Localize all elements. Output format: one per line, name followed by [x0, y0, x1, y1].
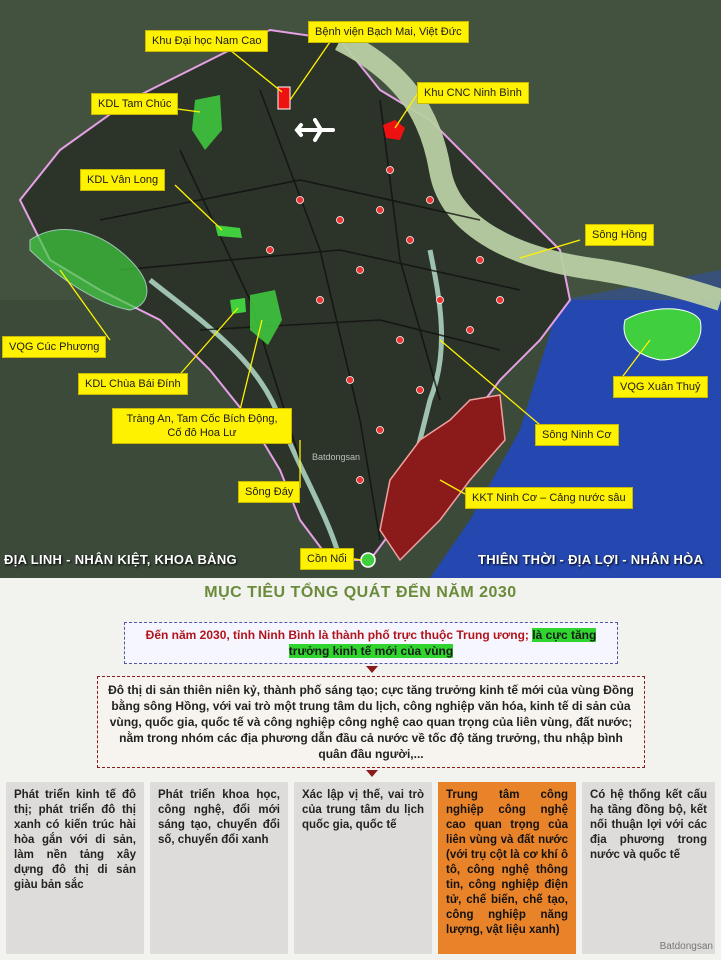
- goal-main-box: [124, 622, 618, 664]
- label-cnc-ninh-binh: Khu CNC Ninh Bình: [417, 82, 529, 104]
- label-bach-mai: Bệnh viện Bạch Mai, Việt Đức: [308, 21, 469, 43]
- arrow-down-icon: [366, 770, 378, 777]
- label-kkt-ninh-co: KKT Ninh Cơ – Cảng nước sâu: [465, 487, 633, 509]
- goals-section: [0, 578, 721, 960]
- goal-main-text: Đến năm 2030, tỉnh Ninh Bình là thành phố trực thuộc Trung ương;: [145, 628, 529, 642]
- label-song-hong: Sông Hồng: [585, 224, 654, 246]
- label-xuan-thuy: VQG Xuân Thuỷ: [613, 376, 708, 398]
- banner-left: ĐỊA LINH - NHÂN KIỆT, KHOA BẢNG: [4, 552, 237, 567]
- pillar-infrastructure: Có hệ thống kết cấu hạ tầng đồng bộ, kết nối thuận lợi với các địa phương trong nước và quốc tế: [582, 782, 715, 954]
- label-cuc-phuong: VQG Cúc Phương: [2, 336, 106, 358]
- label-tam-chuc: KDL Tam Chúc: [91, 93, 178, 115]
- pillar-science: Phát triển khoa học, công nghệ, đổi mới sáng tạo, chuyển đổi số, chuyển đổi xanh: [150, 782, 288, 954]
- goal-description-box: Đô thị di sản thiên niên kỷ, thành phố sáng tạo; cực tăng trưởng kinh tế mới của vùng Đồng bằng sông Hồng, với vai trò một trung tâm du lịch, công nghiệp văn hóa, kinh tế di sản của vùng, quốc gia, quốc tế và công nghiệp công nghệ cao quan trọng của liên vùng, đất nước; nằm trong nhóm các địa phương dẫn đầu cả nước về tốc độ tăng trưởng, thu nhập bình quân đầu người,...: [97, 676, 645, 768]
- arrow-down-icon: [366, 666, 378, 673]
- pillar-urban: Phát triển kinh tế đô thị; phát triển đô thị xanh có kiến trúc hài hòa gắn với di sản, làm nền tảng xây dựng đô thị di sản giàu bản sắc: [6, 782, 144, 954]
- pillar-tourism: Xác lập vị thế, vai trò của trung tâm du lịch quốc gia, quốc tế: [294, 782, 432, 954]
- bai-dinh-park: [230, 298, 246, 314]
- map-watermark: Batdongsan: [312, 452, 361, 462]
- goal-main-highlight: là cực tăng trưởng kinh tế mới của vùng: [288, 628, 597, 658]
- watermark-logo: Batdongsan: [659, 941, 713, 952]
- label-song-day: Sông Đáy: [238, 481, 300, 503]
- banner-right: THIÊN THỜI - ĐỊA LỢI - NHÂN HÒA: [478, 552, 704, 567]
- pillar-industry: Trung tâm công nghiệp công nghệ cao quan trọng của liên vùng và đất nước (với trụ cột là cơ khí ô tô, công nghệ thông tin, công nghiệp điện tử, chế biến, chế tạo, công nghiệp năng lượng, vật liệu xanh): [438, 782, 576, 954]
- label-bai-dinh: KDL Chùa Bái Đính: [78, 373, 188, 395]
- label-song-ninh-co: Sông Ninh Cơ: [535, 424, 619, 446]
- label-trang-an: Tràng An, Tam Cốc Bích Động, Cố đô Hoa Lư: [112, 408, 292, 444]
- label-con-noi: Cồn Nổi: [300, 548, 354, 570]
- label-nam-cao: Khu Đại học Nam Cao: [145, 30, 268, 52]
- goals-title: MỤC TIÊU TỔNG QUÁT ĐẾN NĂM 2030: [204, 584, 517, 601]
- label-van-long: KDL Vân Long: [80, 169, 165, 191]
- con-noi-marker: [361, 553, 375, 567]
